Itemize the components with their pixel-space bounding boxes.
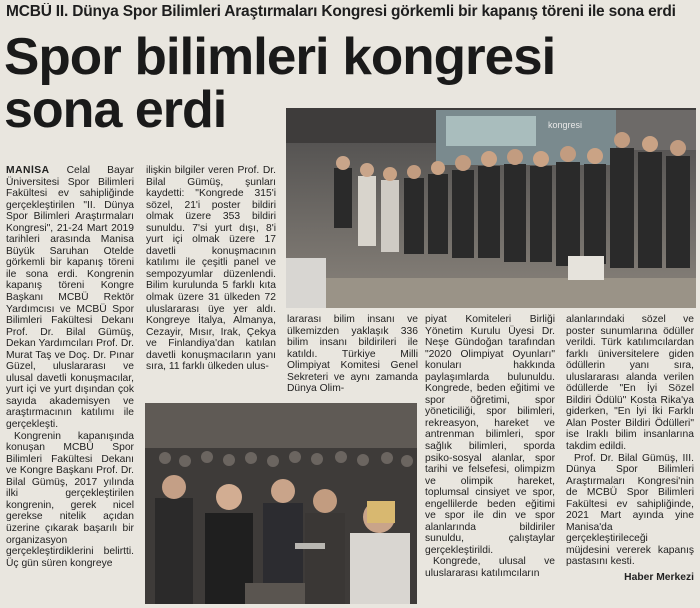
- dateline: MANİSA: [6, 165, 50, 176]
- paragraph-8: Prof. Dr. Bilal Gümüş, III. Dünya Spor Bilimleri Araştırmaları Kongresi'nin de MCBÜ Spor Bilimleri Fakültesi ev sahipliğinde, 2021 Mart ayında yine Manisa'da gerçekleştirileceği müjdesini vererek kapanış pastasını kesti.: [566, 452, 694, 568]
- article-column-4: [425, 314, 555, 604]
- article-column-3: [287, 314, 418, 400]
- byline: Haber Merkezi: [624, 572, 694, 584]
- paragraph-2: Kongrenin kapanışında konuşan MCBÜ Spor Bilimleri Fakültesi Dekanı ve Kongre Başkanı Prof. Dr. Bilal Gümüş, 2017 yılında ilki gerçekleştirilen kongrenin, gerek nicel gerekse nitelik açıdan üzerine çıkarak başarılı bir organizasyon gerçekleştirdiklerini belirtti. Üç gün süren kongreye: [6, 430, 134, 569]
- article-column-1: [6, 165, 134, 606]
- article-column-2: [146, 165, 276, 399]
- article-column-5: [566, 314, 694, 604]
- paragraph-4: lararası bilim insanı ve ülkemizden yaklaşık 336 bilim insanı bildirileri ile katıldı. Türkiye Milli Olimpiyat Komitesi Genel Sekreteri ve aynı zamanda Dünya Olim-: [287, 314, 418, 395]
- paragraph-1: Celal Bayar Üniversitesi Spor Bilimleri Fakültesi ev sahipliğinde gerçekleştirilen "II. Dünya Spor Bilimleri Araştırmaları Kongresi", 21-24 Mart 2019 tarihleri arasında Manisa Büyük Saruhan Otelde görkemli bir kapanış töreni ile sona erdi. Kongrenin kapanış töreni Kongre Başkanı MCBÜ Rektör Yardımcısı ve MCBÜ Spor Bilimleri Fakültesi Dekanı Prof. Dr. Bilal Gümüş, Dekan Yardımcıları Prof. Dr. Murat Taş ve Doç. Dr. Pınar Güzel, uluslararası ve ulusal davetli konuşmacılar, yurt içi ve yurt dışından çok sayıda akademisyen ve araştırmacının katılımı ile gerçekleşti.: [6, 165, 134, 431]
- paragraph-3: ilişkin bilgiler veren Prof. Dr. Bilal Gümüş, şunları kaydetti: "Kongrede 315'i sözel, 21'i poster bildiri olmak üzere 353 bildiri sunuldu. 7'si yurt dışı, 8'i yurt içi olmak üzere 17 davetli konuşmacının katılımı ile çeşitli panel ve sempozyumlar düzenlendi. Bilim kurulunda 5 farklı kıta olmak üzere 31 ülkeden 72 uluslararası üye yer aldı. Kongreye İtalya, Almanya, Cezayir, Mısır, Irak, Çekya ve Finlandiya'dan katılan davetli konuşmacıların yanı sıra, 11 farklı ülkeden ulus-: [146, 165, 276, 373]
- banner-text: kongresi: [548, 120, 583, 130]
- paragraph-6: Kongrede, ulusal ve uluslararası katılımcıların: [425, 556, 555, 580]
- headline-line-2: sona erdi: [4, 81, 227, 139]
- headline-line-1: Spor bilimleri kongresi: [4, 28, 556, 86]
- paragraph-7: alanlarındaki sözel ve poster sunumlarına ödüller verildi. Türk katılımcılardan farklı üniversitelere giden ödüllerin yanı sıra, uluslararası alanda verilen ödüllerde "En İyi Sözel Bildiri Ödülü" Kosta Rika'ya giderken, "En İyi İki Farklı Alan Poster Bildiri Ödülleri" ise Iraklı bilim insanlarına takdim edildi.: [566, 314, 694, 453]
- audience-photo: [145, 403, 417, 604]
- audience-photo-illustration: [145, 403, 417, 604]
- group-photo: [286, 108, 696, 308]
- group-photo-illustration: [286, 108, 696, 308]
- paragraph-5: piyat Komiteleri Birliği Yönetim Kurulu Üyesi Dr. Neşe Gündoğan tarafından "2020 Olimpiyat Oyunları" konuları hakkında paylaşımlarda bulunuldu. Kongrede, beden eğitimi ve spor öğretimi, spor yöneticiliği, spor bilimleri, rekreasyon, hareket ve antrenman bilimleri, spor sağlık bilimleri, sporda psiko-sosyal alanlar, spor tarihi ve felsefesi, olimpizm ve olimpik hareket, toplumsal cinsiyet ve spor, engellilerde beden eğitimi ve spor ile din ve spor alanlarında bildiriler sunuldu, çalıştaylar gerçekleştirildi.: [425, 314, 555, 556]
- kicker-headline: MCBÜ II. Dünya Spor Bilimleri Araştırmaları Kongresi görkemli bir kapanış töreni ile sona erdi: [6, 3, 676, 20]
